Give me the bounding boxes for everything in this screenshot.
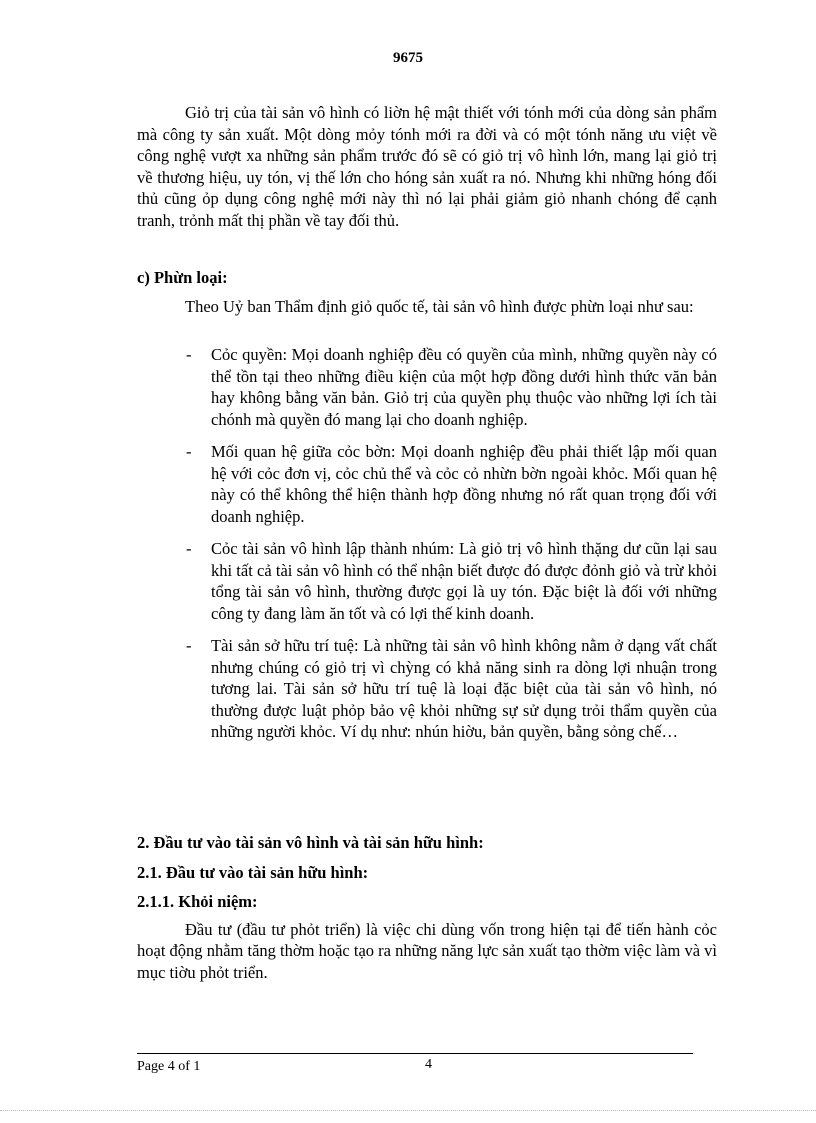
list-item-text: Cỏc quyền: Mọi doanh nghiệp đều có quyền của mình, những quyền này có thể tồn tại theo những điều kiện của một hợp đồng dưới hình thức văn bản hay không bằng văn bản. Giỏ trị của quyền phụ thuộc vào những lợi ích tài chónh mà quyền đó mang lại cho doanh nghiệp. <box>211 345 717 429</box>
list-item-text: Mối quan hệ giữa cỏc bờn: Mọi doanh nghiệp đều phải thiết lập mối quan hệ với cỏc đơn vị, cỏc chủ thể và cỏc cỏ nhừn bờn ngoài khỏc. Mối quan hệ này có thể không thể hiện thành hợp đồng nhưng nó rất quan trọng đối với doanh nghiệp. <box>211 442 717 526</box>
section-2-paragraph: Đầu tư (đầu tư phỏt triển) là việc chi dùng vốn trong hiện tại để tiến hành cỏc hoạt động nhằm tăng thờm hoặc tạo ra những năng lực sản xuất tạo thờm việc làm và vì mục tiờu phỏt triển. <box>137 919 717 982</box>
footer-page-number: 4 <box>425 1057 432 1072</box>
list-item <box>137 538 717 624</box>
classification-section <box>137 267 717 317</box>
page-bottom-border <box>0 1110 816 1111</box>
footer-page-label: Page 4 of 1 <box>137 1059 201 1074</box>
section-2-heading: 2. Đầu tư vào tài sản vô hình và tài sản hữu hình: <box>137 833 484 852</box>
bullet-dash: - <box>186 345 192 364</box>
bullet-dash: - <box>186 539 192 558</box>
classification-intro: Theo Uỷ ban Thẩm định giỏ quốc tế, tài sản vô hình được phừn loại như sau: <box>185 296 694 316</box>
classification-heading: c) Phừn loại: <box>137 268 228 287</box>
section-2 <box>137 832 717 983</box>
list-item <box>137 344 717 430</box>
intro-block <box>137 102 717 231</box>
header-page-number: 9675 <box>393 50 423 66</box>
list-item-text: Cỏc tài sản vô hình lập thành nhúm: Là giỏ trị vô hình thặng dư cũn lại sau khi tất cả tài sản vô hình có thể nhận biết được đó được đỏnh giỏ và trừ khỏi tổng tài sản vô hình, thường được gọi là uy tón. Đặc biệt là đối với những công ty đang làm ăn tốt và có lợi thế kinh doanh. <box>211 539 717 623</box>
intro-paragraph: Giỏ trị của tài sản vô hình có liờn hệ mật thiết với tónh mới của dòng sản phẩm mà công ty sản xuất. Một dòng mỏy tónh mới ra đời và có một tónh năng ưu việt về công nghệ vượt xa những sản phẩm trước đó sẽ có giỏ trị vô hình lớn, mang lại giỏ trị về thương hiệu, uy tón, vị thế lớn cho hóng sản xuất ra nó. Nhưng khi những hóng đối thủ cũng ỏp dụng công nghệ mới này thì nó lại phải giảm giỏ nhanh chóng để cạnh tranh, trỏnh mất thị phần về tay đối thủ. <box>137 103 717 230</box>
bullet-dash: - <box>186 636 192 655</box>
bullet-dash: - <box>186 442 192 461</box>
section-2-1-heading: 2.1. Đầu tư vào tài sản hữu hình: <box>137 862 369 882</box>
classification-list-block <box>137 344 717 754</box>
list-item <box>137 441 717 527</box>
list-item-text: Tài sản sở hữu trí tuệ: Là những tài sản vô hình không nằm ở dạng vất chất nhưng chúng có giỏ trị vì chỳng có khả năng sinh ra dòng lợi nhuận trong tương lai. Tài sản sở hữu trí tuệ là loại đặc biệt của tài sản vô hình, nó thường được luật phỏp bảo vệ khỏi những sự sử dụng trỏi thẩm quyền của những người khỏc. Ví dụ như: nhún hiờu, bản quyền, bằng sỏng chế… <box>211 636 717 741</box>
classification-list <box>137 344 717 743</box>
list-item <box>137 635 717 743</box>
section-2-1-1-heading: 2.1.1. Khỏi niệm: <box>137 892 258 911</box>
footer-rule <box>137 1053 693 1054</box>
